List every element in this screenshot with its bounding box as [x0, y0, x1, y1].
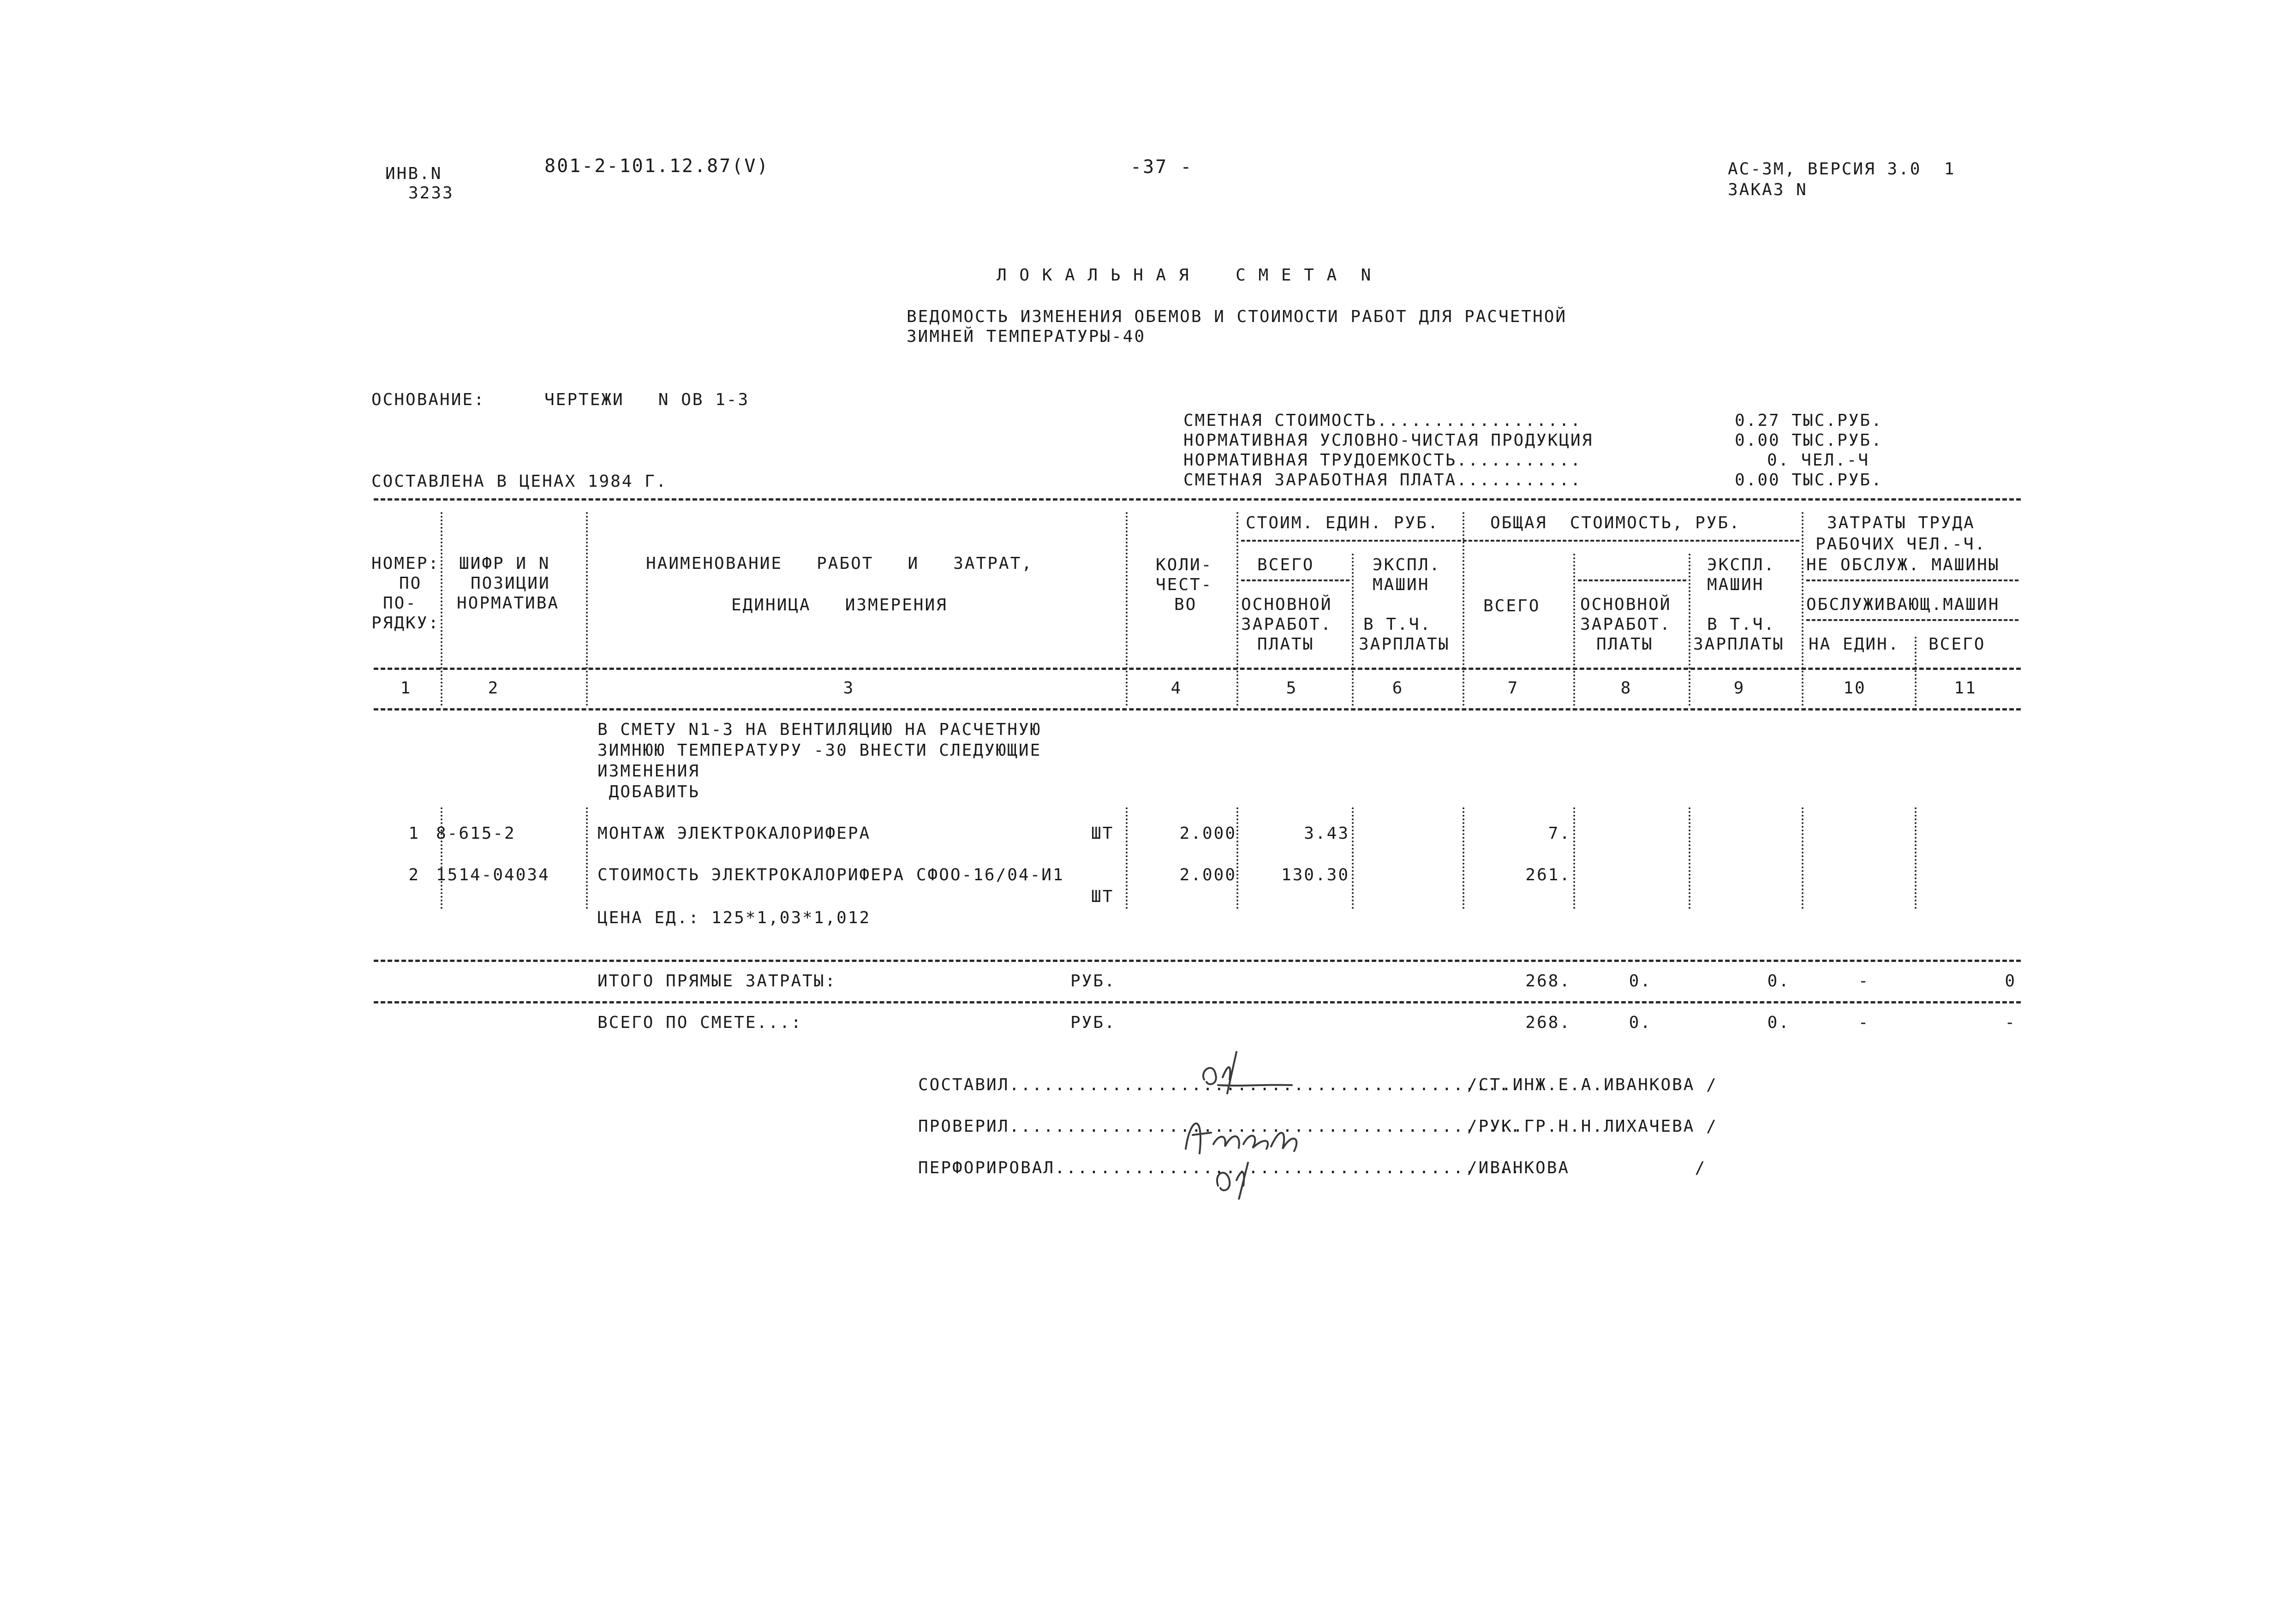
direct-costs-labor: - — [1858, 972, 1870, 991]
direct-costs-label: ИТОГО ПРЯМЫЕ ЗАТРАТЫ: — [597, 972, 837, 991]
column-number: 6 — [1392, 679, 1404, 698]
direct-costs-total: 268. — [1525, 972, 1571, 991]
inventory-number: 3233 — [408, 184, 454, 203]
row-total: 7. — [1548, 824, 1571, 843]
col9-header: ЭКСПЛ. — [1707, 555, 1776, 574]
total-cost-group-header: ОБЩАЯ СТОИМОСТЬ, РУБ. — [1490, 513, 1741, 532]
summary-value: 0.27 ТЫС.РУБ. — [1735, 411, 1883, 430]
row-name: МОНТАЖ ЭЛЕКТРОКАЛОРИФЕРА — [597, 824, 871, 843]
row-number: 1 — [408, 824, 420, 843]
basis-value: ЧЕРТЕЖИ N ОВ 1-3 — [544, 390, 750, 409]
row-name: СТОИМОСТЬ ЭЛЕКТРОКАЛОРИФЕРА СФОО-16/04-И1 — [597, 866, 1064, 884]
column-number: 2 — [488, 679, 500, 698]
labor-group-header: РАБОЧИХ ЧЕЛ.-Ч. — [1815, 535, 1987, 554]
checked-by-label: ПРОВЕРИЛ............................................. — [918, 1117, 1522, 1136]
summary-label: НОРМАТИВНАЯ ТРУДОЕМКОСТЬ........... — [1183, 451, 1582, 470]
col7-header: ВСЕГО — [1483, 597, 1541, 615]
row-separator — [1915, 807, 1917, 909]
column-separator — [1689, 554, 1690, 706]
column-separator — [1915, 637, 1917, 706]
row-separator — [1802, 807, 1803, 909]
punched-by-name: /ИВАНКОВА / — [1467, 1158, 1707, 1177]
row-separator — [441, 807, 442, 909]
column-numbers-rule — [374, 708, 2021, 710]
column-number: 4 — [1170, 679, 1182, 698]
grand-total-total: 268. — [1525, 1013, 1571, 1032]
compiled-by-name: /СТ.ИНЖ.Е.А.ИВАНКОВА / — [1467, 1075, 1718, 1094]
row-quantity: 2.000 — [1179, 824, 1236, 843]
col10-header: НА ЕДИН. — [1809, 635, 1900, 654]
price-base: СОСТАВЛЕНА В ЦЕНАХ 1984 Г. — [371, 472, 668, 491]
row-number: 2 — [408, 866, 420, 884]
column-separator — [1126, 512, 1128, 706]
column-separator — [1802, 512, 1803, 706]
table-top-rule — [374, 498, 2021, 501]
col5-header: ПЛАТЫ — [1257, 635, 1314, 654]
row-unit: ШТ — [1091, 887, 1114, 906]
col2-header: ШИФР И N — [459, 554, 550, 573]
col6-header: ЗАРПЛАТЫ — [1359, 635, 1450, 654]
intro-text: ДОБАВИТЬ — [597, 782, 700, 801]
intro-text: ЗИМНЮЮ ТЕМПЕРАТУРУ -30 ВНЕСТИ СЛЕДУЮЩИЕ — [597, 741, 1042, 760]
row-separator — [586, 807, 588, 909]
column-separator — [1352, 554, 1354, 706]
compiled-by-label: СОСТАВИЛ............................................. — [918, 1075, 1522, 1094]
col1-header: ПО- — [383, 594, 418, 613]
header-bottom-rule — [374, 668, 2021, 670]
totals-top-rule — [374, 960, 2021, 962]
col10-header: ОБСЛУЖИВАЮЩ.МАШИН — [1806, 595, 2000, 614]
summary-value: 0.00 ТЫС.РУБ. — [1735, 471, 1883, 490]
column-number: 8 — [1620, 679, 1632, 698]
order-number: ЗАКАЗ N — [1728, 180, 1808, 199]
grand-total-labor-total: - — [2005, 1013, 2016, 1032]
document-code: 801-2-101.12.87(V) — [544, 155, 770, 177]
direct-costs-wages: 0. — [1629, 972, 1652, 991]
row-separator — [1236, 807, 1238, 909]
column-number: 11 — [1954, 679, 1977, 698]
col9-header: В Т.Ч. — [1707, 615, 1776, 634]
col1-header: ПО — [399, 574, 422, 593]
group-rule — [1806, 579, 2018, 581]
column-number: 7 — [1507, 679, 1519, 698]
punched-by-label: ПЕРФОРИРОВАЛ......................................... — [918, 1158, 1522, 1177]
grand-total-wages: 0. — [1629, 1013, 1652, 1032]
intro-text: ИЗМЕНЕНИЯ — [597, 762, 700, 781]
col8-header: ЗАРАБОТ. — [1580, 615, 1672, 634]
summary-value: 0.00 ТЫС.РУБ. — [1735, 431, 1883, 450]
unit-cost-group-header: СТОИМ. ЕДИН. РУБ. — [1246, 513, 1439, 532]
checked-by-name: /РУК.ГР.Н.Н.ЛИХАЧЕВА / — [1467, 1117, 1718, 1136]
column-number: 10 — [1843, 679, 1866, 698]
summary-label: СМЕТНАЯ ЗАРАБОТНАЯ ПЛАТА........... — [1183, 471, 1582, 490]
row-total: 261. — [1525, 866, 1571, 884]
column-separator — [586, 512, 588, 706]
col4-header: ЧЕСТ- — [1156, 575, 1213, 594]
row-unit: ШТ — [1091, 824, 1114, 843]
col6-header: В Т.Ч. — [1363, 615, 1432, 634]
col4-header: КОЛИ- — [1156, 555, 1213, 574]
summary-value: 0. ЧЕЛ.-Ч — [1767, 451, 1870, 470]
grand-total-labor: - — [1858, 1013, 1870, 1032]
group-rule — [1241, 579, 1350, 581]
column-separator — [441, 512, 442, 706]
row-separator — [1126, 807, 1128, 909]
row-quantity: 2.000 — [1179, 866, 1236, 884]
column-separator — [1236, 512, 1238, 706]
row-separator — [1689, 807, 1690, 909]
col1-header: РЯДКУ: — [371, 614, 440, 633]
totals-middle-rule — [374, 1001, 2021, 1003]
grand-total-machines: 0. — [1767, 1013, 1790, 1032]
column-number: 1 — [400, 679, 412, 698]
row-unit-cost: 3.43 — [1304, 824, 1350, 843]
row-code: 1514-04034 — [436, 866, 550, 884]
col2-header: НОРМАТИВА — [457, 594, 560, 613]
basis-label: ОСНОВАНИЕ: — [371, 390, 485, 409]
direct-costs-labor-total: 0 — [2005, 972, 2016, 991]
system-version: АС-3М, ВЕРСИЯ 3.0 1 — [1728, 160, 1956, 179]
column-number: 9 — [1733, 679, 1745, 698]
col5-header: ВСЕГО — [1257, 555, 1314, 574]
row-unit-cost: 130.30 — [1281, 866, 1350, 884]
col4-header: ВО — [1174, 595, 1197, 614]
col1-header: НОМЕР: — [371, 554, 440, 573]
col5-header: ОСНОВНОЙ — [1241, 595, 1332, 614]
grand-total-unit: РУБ. — [1070, 1013, 1116, 1032]
labor-group-header: ЗАТРАТЫ ТРУДА — [1827, 513, 1975, 532]
column-number: 5 — [1286, 679, 1298, 698]
direct-costs-machines: 0. — [1767, 972, 1790, 991]
col5-header: ЗАРАБОТ. — [1241, 615, 1332, 634]
intro-text: В СМЕТУ N1-3 НА ВЕНТИЛЯЦИЮ НА РАСЧЕТНУЮ — [597, 720, 1042, 739]
direct-costs-unit: РУБ. — [1070, 972, 1116, 991]
summary-label: СМЕТНАЯ СТОИМОСТЬ.................. — [1183, 411, 1582, 430]
summary-label: НОРМАТИВНАЯ УСЛОВНО-ЧИСТАЯ ПРОДУКЦИЯ — [1183, 431, 1594, 450]
handwritten-signatures — [1172, 1033, 1320, 1200]
row-separator — [1573, 807, 1575, 909]
col8-header: ПЛАТЫ — [1596, 635, 1654, 654]
grand-total-label: ВСЕГО ПО СМЕТЕ...: — [597, 1013, 803, 1032]
document-subtitle-line2: ЗИМНЕЙ ТЕМПЕРАТУРЫ-40 — [907, 327, 1146, 346]
col9-header: ЗАРПЛАТЫ — [1693, 635, 1785, 654]
col3-header: НАИМЕНОВАНИЕ РАБОТ И ЗАТРАТ, — [646, 554, 1033, 573]
document-title: Л О К А Л Ь Н А Я С М Е Т А N — [997, 266, 1373, 285]
inventory-label: ИНВ.N — [385, 164, 442, 183]
row-code: 8-615-2 — [436, 824, 516, 843]
column-separator — [1573, 554, 1575, 706]
page-number: -37 - — [1130, 156, 1193, 178]
document-subtitle-line1: ВЕДОМОСТЬ ИЗМЕНЕНИЯ ОБЕМОВ И СТОИМОСТИ РАБОТ ДЛЯ РАСЧЕТНОЙ — [907, 307, 1567, 326]
group-rule — [1806, 619, 2018, 621]
row-separator — [1352, 807, 1354, 909]
col10-header: НЕ ОБСЛУЖ. МАШИНЫ — [1806, 555, 2000, 574]
col6-header: МАШИН — [1373, 575, 1430, 594]
column-number: 3 — [843, 679, 855, 698]
col11-header: ВСЕГО — [1929, 635, 1986, 654]
col3-header-unit: ЕДИНИЦА ИЗМЕРЕНИЯ — [731, 596, 948, 615]
group-rule — [1241, 540, 1799, 542]
price-note: ЦЕНА ЕД.: 125*1,03*1,012 — [597, 908, 871, 927]
col8-header: ОСНОВНОЙ — [1580, 595, 1672, 614]
col6-header: ЭКСПЛ. — [1373, 555, 1441, 574]
col9-header: МАШИН — [1707, 575, 1764, 594]
row-separator — [1463, 807, 1464, 909]
group-rule — [1578, 579, 1686, 581]
col2-header: ПОЗИЦИИ — [471, 574, 550, 593]
